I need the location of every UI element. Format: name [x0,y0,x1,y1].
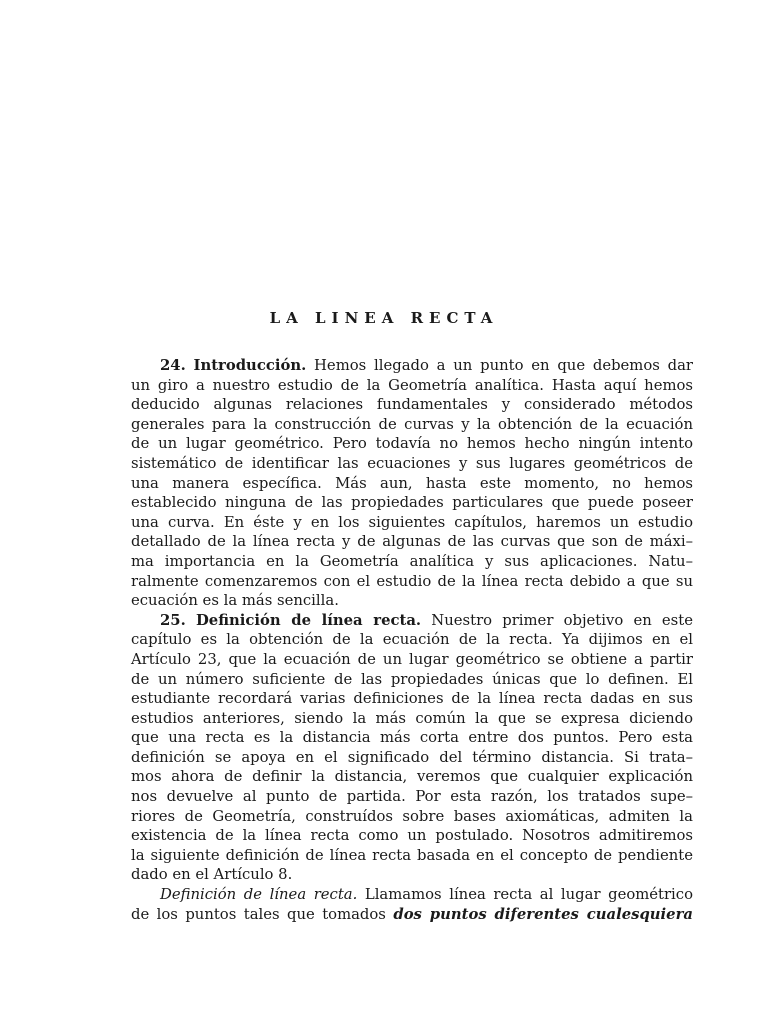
paragraph-line: que una recta es la distancia más corta entre dos puntos. Pero esta [131,729,693,747]
section-24-number: 24. [160,357,186,374]
paragraph-line: de los puntos tales que tomados [131,905,386,923]
section-24-first-line [131,356,693,376]
paragraph-line: Hemos llegado a un punto en que debemos dar [314,357,693,374]
paragraph-line: definición se apoya en el significado del término distancia. Si trata– [131,748,693,766]
paragraph-line: nos devuelve al punto de partida. Por esta razón, los tratados supe– [131,788,693,806]
section-25-title: Definición de línea recta. [195,611,422,629]
section-25-first-line [131,611,693,631]
paragraph-line: detallado de la línea recta y de algunas de las curvas que son de máxi– [131,533,693,551]
definition-title: Definición de línea recta. [160,886,358,904]
paragraph-line: ma importancia en la Geometría analítica y sus aplicaciones. Natu– [131,552,693,570]
paragraph-line: sistemático de identificar las ecuaciones y sus lugares geométricos de [131,454,693,472]
paragraph-line: generales para la construcción de curvas y la obtención de la ecuación [131,415,693,433]
paragraph-line: riores de Geometría, construídos sobre bases axiomáticas, admiten la [131,807,693,825]
paragraph-line: Llamamos línea recta al lugar geométrico [364,886,693,904]
paragraph-line: existencia de la línea recta como un postulado. Nosotros admitiremos [131,827,693,845]
paragraph-line: Nuestro primer objetivo en este [431,611,693,629]
paragraph-line: estudios anteriores, siendo la más común la que se expresa diciendo [131,709,693,727]
section-25-number: 25. [160,611,186,629]
paragraph-line: ralmente comenzaremos con el estudio de la línea recta debido a que su [131,572,693,590]
definition-emphasis: dos puntos diferentes cualesquiera [393,905,693,923]
paragraph-line: una manera específica. Más aun, hasta este momento, no hemos [131,474,693,492]
paragraph-line: un giro a nuestro estudio de la Geometría analítica. Hasta aquí hemos [131,376,693,394]
paragraph-line: ecuación es la más sencilla. [131,592,339,610]
paragraph-line: de un lugar geométrico. Pero todavía no hemos hecho ningún intento [131,435,693,453]
paragraph-line: mos ahora de definir la distancia, veremos que cualquier explicación [131,768,693,786]
paragraph-line: capítulo es la obtención de la ecuación de la recta. Ya dijimos en el [131,631,693,649]
paragraph-line: dado en el Artículo 8. [131,866,293,884]
paragraph-line: la siguiente definición de línea recta basada en el concepto de pendiente [131,846,693,864]
definition-second-line [131,905,693,925]
paragraph-line: deducido algunas relaciones fundamentales y considerado métodos [131,396,693,414]
paragraph-line: Artículo 23, que la ecuación de un lugar geométrico se obtiene a partir [131,650,693,668]
section-24-title: Introducción. [193,357,307,374]
paragraph-line: una curva. En éste y en los siguientes capítulos, haremos un estudio [131,513,693,531]
paragraph-line: estudiante recordará varias definiciones de la línea recta dadas en sus [131,690,693,708]
body-text [131,356,693,924]
definition-first-line [131,885,693,905]
page-title: LA LINEA RECTA [269,309,499,327]
paragraph-line: establecido ninguna de las propiedades particulares que puede poseer [131,494,693,512]
paragraph-line: de un número suficiente de las propiedades únicas que lo definen. El [131,670,693,688]
